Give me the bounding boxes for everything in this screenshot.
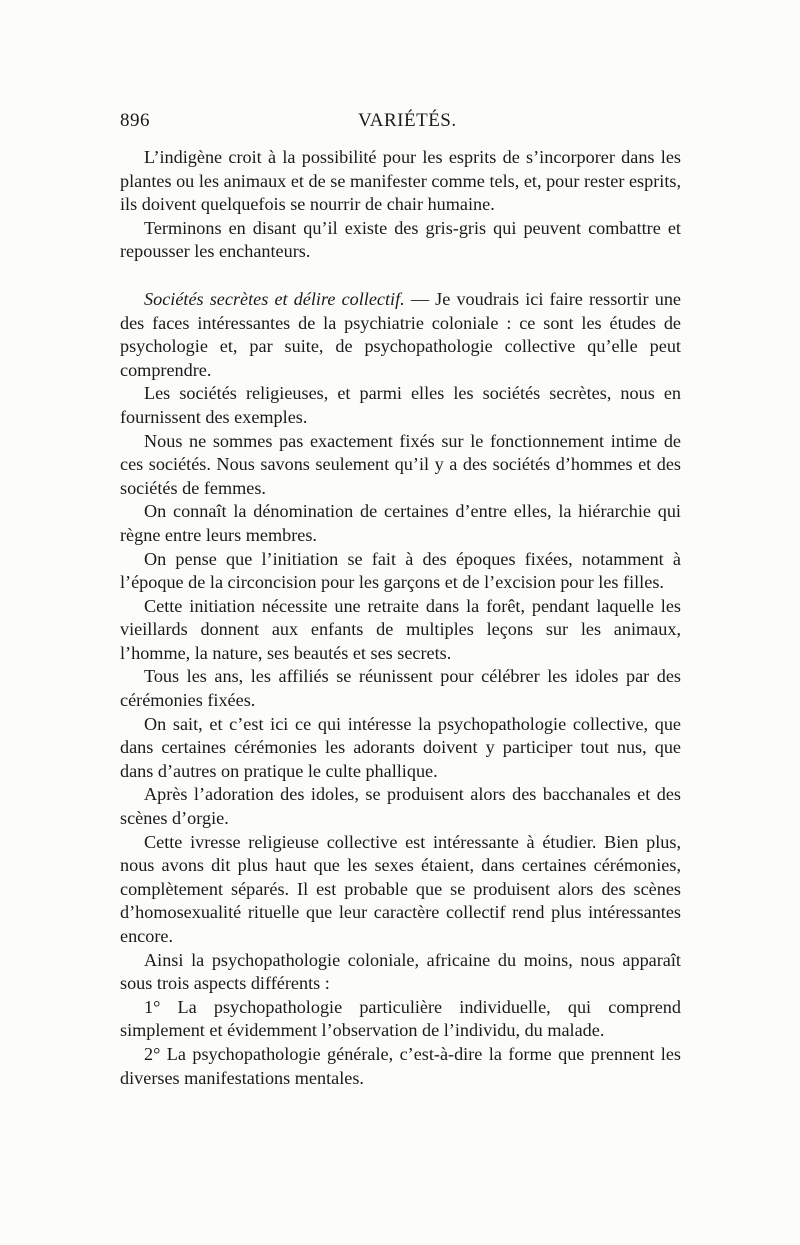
paragraph: Cette initiation nécessite une retraite dans la forêt, pendant laquelle les vieillards donnent aux enfants de multiples leçons sur les animaux, l’homme, la nature, ses beautés et ses secrets. — [120, 595, 681, 663]
list-item: 2° La psychopathologie générale, c’est-à-dire la forme que prennent les diverses manifestations mentales. — [120, 1043, 681, 1088]
paragraph: Tous les ans, les affiliés se réunissent pour célébrer les idoles par des cérémonies fixées. — [120, 666, 681, 711]
running-title: VARIÉTÉS. — [358, 110, 457, 131]
section-paragraph — [120, 288, 681, 382]
page-header — [120, 110, 681, 146]
paragraph: Les sociétés religieuses, et parmi elles les sociétés secrètes, nous en fournissent des exemples. — [120, 383, 681, 427]
page-number: 896 — [120, 110, 150, 131]
paragraph: Après l’adoration des idoles, se produisent alors des bacchanales et des scènes d’orgie. — [120, 784, 681, 829]
paragraph: Nous ne sommes pas exactement fixés sur le fonctionnement intime de ces sociétés. Nous savons seulement qu’il y a des sociétés d’hommes et des sociétés de femmes. — [120, 430, 681, 498]
paragraph: On sait, et c’est ici ce qui intéresse la psychopathologie collective, que dans certaines cérémonies les adorants doivent y participer tout nus, que dans d’autres on pratique le culte phallique. — [120, 713, 681, 781]
paragraph: L’indigène croit à la possibilité pour les esprits de s’incorporer dans les plantes ou les animaux et de se manifester comme tels, et, pour rester esprits, ils doivent quelquefois se nourrir de chair humaine. — [120, 147, 681, 215]
section-heading: Sociétés secrètes et délire collectif. — [144, 288, 405, 309]
paragraph: On connaît la dénomination de certaines d’entre elles, la hiérarchie qui règne entre leurs membres. — [120, 501, 681, 545]
body-text — [120, 146, 681, 1090]
paragraph: Terminons en disant qu’il existe des gris-gris qui peuvent combattre et repousser les enchanteurs. — [120, 217, 681, 262]
list-item: 1° La psychopathologie particulière individuelle, qui comprend simplement et évidemment l’observation de l’individu, du malade. — [120, 996, 681, 1041]
paragraph: Ainsi la psychopathologie coloniale, africaine du moins, nous apparaît sous trois aspects différents : — [120, 949, 681, 994]
paragraph: Cette ivresse religieuse collective est intéressante à étudier. Bien plus, nous avons dit plus haut que les sexes étaient, dans certaines cérémonies, complètement séparés. Il est probable que se produisent alors des scènes d’homosexualité rituelle que leur caractère collectif rend plus intéressantes encore. — [120, 831, 681, 946]
paragraph-text: — Je voudrais ici faire ressortir une des faces intéressantes de la psychiatrie coloniale : ce sont les études de psychologie et, par suite, de psychopathologie collective qu’elle peut comprendre. — [120, 288, 681, 380]
page — [120, 110, 681, 1090]
paragraph: On pense que l’initiation se fait à des époques fixées, notamment à l’époque de la circoncision pour les garçons et de l’excision pour les filles. — [120, 548, 681, 593]
